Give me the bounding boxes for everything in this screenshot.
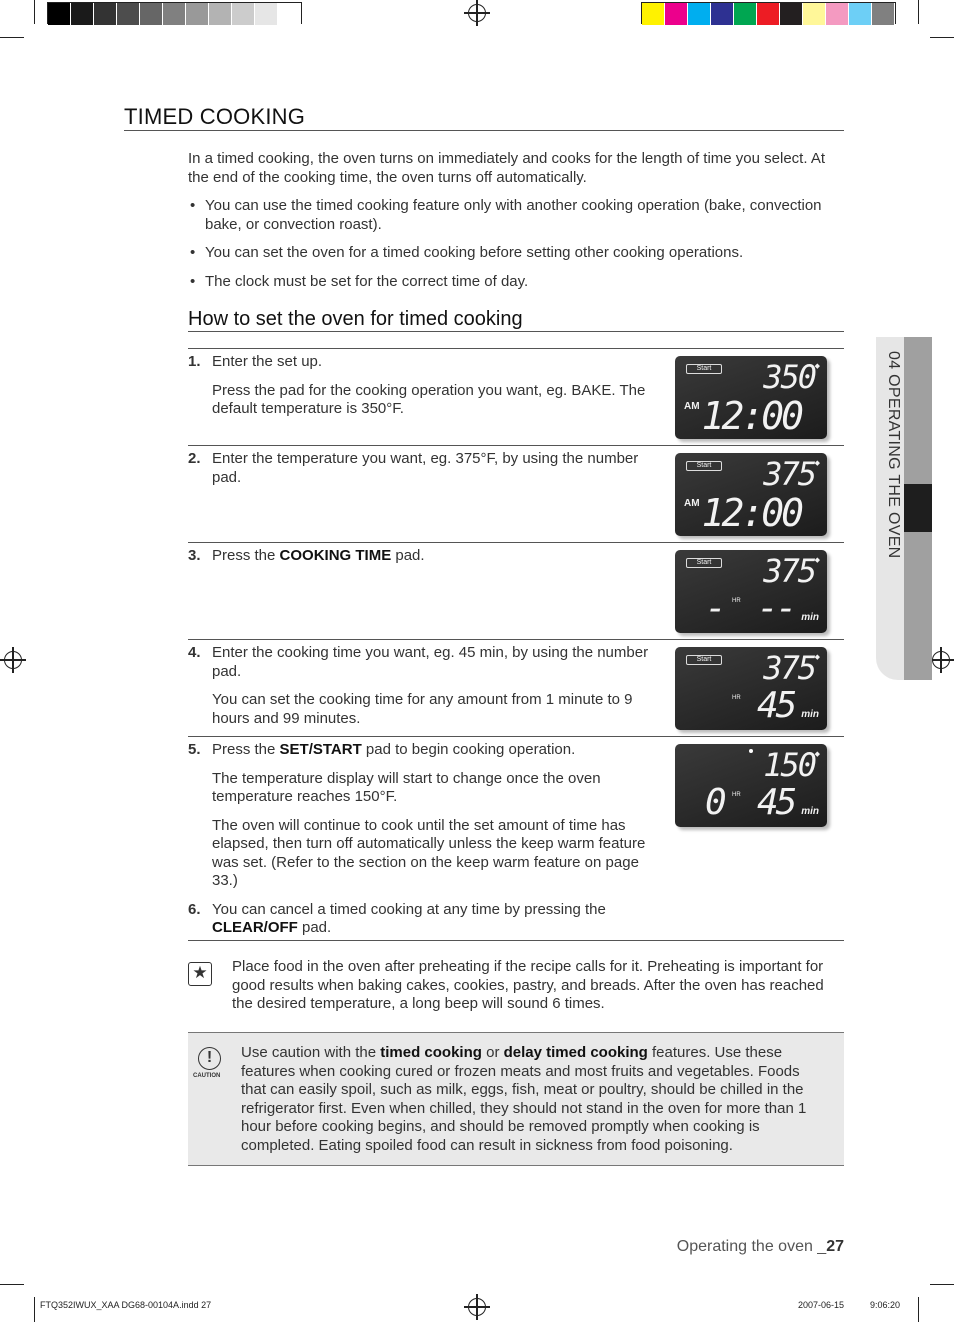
oven-display [675,550,827,633]
display-clock: 12:00 [701,394,801,438]
section-subtitle: How to set the oven for timed cooking [188,308,523,330]
display-temperature: 375 [763,455,815,493]
start-indicator: Start [686,364,722,374]
step-row: 2. Enter the temperature you want, eg. 375°F, by using the number pad. Start 375 ◆ AM 12:00 [188,446,844,543]
step-body: The temperature display will start to change once the oven temperature reaches 150°F. [212,769,601,805]
slug-time: 9:06:20 [870,1300,901,1310]
color-swatch [757,3,780,25]
oven-display [675,744,827,827]
gray-swatch [255,3,278,25]
degree-icon: ◆ [814,363,820,370]
degree-icon: ◆ [814,557,820,564]
display-hours: 0 [705,782,727,823]
star-icon: ★ [188,962,212,986]
step-title: Enter the cooking time you want, eg. 45 min, by using the number pad. [212,644,649,680]
color-swatch [803,3,826,25]
indicator-led [749,749,753,753]
step-title: Press the COOKING TIME pad. [212,547,425,564]
display-hours: - [705,588,727,629]
display-temperature: 350 [763,358,815,396]
display-temperature: 375 [763,649,815,687]
step-row: 4. Enter the cooking time you want, eg. 45 min, by using the number pad. You can set the cooking time for any amount from 1 minute to 9 hours and 99 minutes. Start 375 ◆ HR 45 min [188,640,844,737]
gray-swatch [140,3,163,25]
title-rule [124,130,844,131]
degree-icon: ◆ [814,460,820,467]
gray-swatch [94,3,117,25]
oven-display [675,453,827,536]
step-body: Press the pad for the cooking operation you want, eg. BAKE. The default temperature is 350°F. [212,381,646,417]
start-indicator: Start [686,461,722,471]
step-number: 1 [188,353,197,370]
steps-table [188,348,844,941]
display-minutes: 45 [757,685,795,726]
registration-mark [468,4,486,22]
step-title: Enter the set up. [212,353,323,370]
step-row: 5. Press the SET/START pad to begin cooking operation. The temperature display will start to change once the oven temperature reaches 150°F. The oven will continue to cook until the set amount of time has elapsed, then turn off automatically unless the keep warm feature was set. (Refer to the section on the keep warm feature on page 33.) 6. You can cancel a timed cooking at any time by pressing the CLEAR/OFF pad. 150 ◆ 0 HR 45 min [188,737,844,941]
note-text: Place food in the oven after preheating if the recipe calls for it. Preheating is important for good results when baking cakes, cookies, pastry, and breads. After the oven has reached the desired temperature, a long beep will sound 6 times. [232,958,824,1012]
color-swatch [642,3,665,25]
step-row: 1. Enter the set up. Press the pad for the cooking operation you want, eg. BAKE. The default temperature is 350°F. Start 350 ◆ AM 12:00 [188,349,844,446]
slug-filename: FTQ352IWUX_XAA DG68-00104A.indd 27 [40,1300,212,1310]
display-temperature: 375 [763,552,815,590]
note-block [188,958,844,1014]
color-swatch [688,3,711,25]
registration-mark [4,651,22,669]
color-swatch [734,3,757,25]
display-ampm: AM [684,401,700,412]
slug-date: 2007-06-15 [798,1300,845,1310]
crop-mark [930,1284,954,1285]
bullet-item: • You can set the oven for a timed cooking before setting other cooking operations. [188,244,844,263]
step-title: Enter the temperature you want, eg. 375°F, by using the number pad. [212,450,639,486]
gray-swatch [232,3,255,25]
chapter-side-tab [876,337,932,680]
bullet-item: • You can use the timed cooking feature only with another cooking operation (bake, convection bake, or convection roast). [188,197,844,234]
caution-label: CAUTION [193,1073,221,1079]
crop-mark [918,1297,919,1322]
display-minutes: -- [757,588,795,629]
page-footer [677,1238,844,1256]
crop-mark [34,1297,35,1322]
step-title: Press the SET/START pad to begin cooking operation. [212,741,576,758]
minutes-label: min [801,709,819,720]
step-number: 6 [188,900,197,918]
step-number: 5 [188,741,197,758]
gray-swatch [209,3,232,25]
hours-label: HR [732,792,741,798]
step-row: 3. Press the COOKING TIME pad. Start 375 ◆ - HR -- min [188,543,844,640]
crop-mark [0,37,24,38]
hours-label: HR [732,598,741,604]
color-calibration-bar [641,2,896,24]
step-body: The oven will continue to cook until the set amount of time has elapsed, then turn off automatically unless the keep warm feature was set. (Refer to the section on the keep warm feature on page 33.) [212,816,646,889]
color-swatch [665,3,688,25]
page-number: 27 [826,1238,844,1255]
crop-mark [34,0,35,24]
color-swatch [780,3,803,25]
oven-display [675,356,827,439]
registration-mark [932,651,950,669]
step-number: 4 [188,644,197,661]
display-temperature: 150 [763,746,815,784]
gray-swatch [163,3,186,25]
crop-mark [918,0,919,24]
footer-section: Operating the oven _ [676,1238,827,1255]
minutes-label: min [801,806,819,817]
step-number: 2 [188,450,197,467]
tab-marker [904,484,932,532]
chapter-label: 04 OPERATING THE OVEN [885,351,902,559]
gray-swatch [48,3,71,25]
subtitle-rule [188,331,844,332]
start-indicator: Start [686,558,722,568]
gray-swatch [186,3,209,25]
step-number: 3 [188,547,197,564]
crop-mark [0,1284,24,1285]
display-minutes: 45 [757,782,795,823]
step-title: You can cancel a timed cooking at any time by pressing the CLEAR/OFF pad. [212,900,606,936]
gray-swatch [71,3,94,25]
display-clock: 12:00 [701,491,801,535]
degree-icon: ◆ [814,654,820,661]
color-swatch [872,3,895,25]
gray-swatch [117,3,140,25]
exclamation-icon: ! [198,1047,221,1070]
minutes-label: min [801,612,819,623]
degree-icon: ◆ [814,751,820,758]
bullet-item: • The clock must be set for the correct time of day. [188,273,844,292]
caution-box [188,1032,844,1166]
bullet-list [188,197,844,301]
start-indicator: Start [686,655,722,665]
page-title: TIMED COOKING [124,104,306,129]
caution-text: Use caution with the timed cooking or delay timed cooking features. Use these features when cooking cured or frozen meats and most fruits and vegetables. Foods that can easily spoil, such as milk, eggs, fish, meat or poultry, should be chilled in the refrigerator first. Even when chilled, they should not stand in the oven for more than 1 hour before cooking begins, and should be removed promptly when cooking is completed. Eating spoiled food can result in sickness from food poisoning. [241,1044,807,1154]
hours-label: HR [732,695,741,701]
intro-paragraph: In a timed cooking, the oven turns on immediately and cooks for the length of time you select. At the end of the cooking time, the oven turns off automatically. [188,150,826,186]
crop-mark [930,37,954,38]
color-swatch [826,3,849,25]
display-ampm: AM [684,498,700,509]
step-body: You can set the cooking time for any amount from 1 minute to 9 hours and 99 minutes. [212,691,633,727]
registration-mark [468,1298,486,1316]
oven-display [675,647,827,730]
gray-swatch [278,3,301,25]
grayscale-calibration-bar [47,2,302,24]
color-swatch [849,3,872,25]
color-swatch [711,3,734,25]
